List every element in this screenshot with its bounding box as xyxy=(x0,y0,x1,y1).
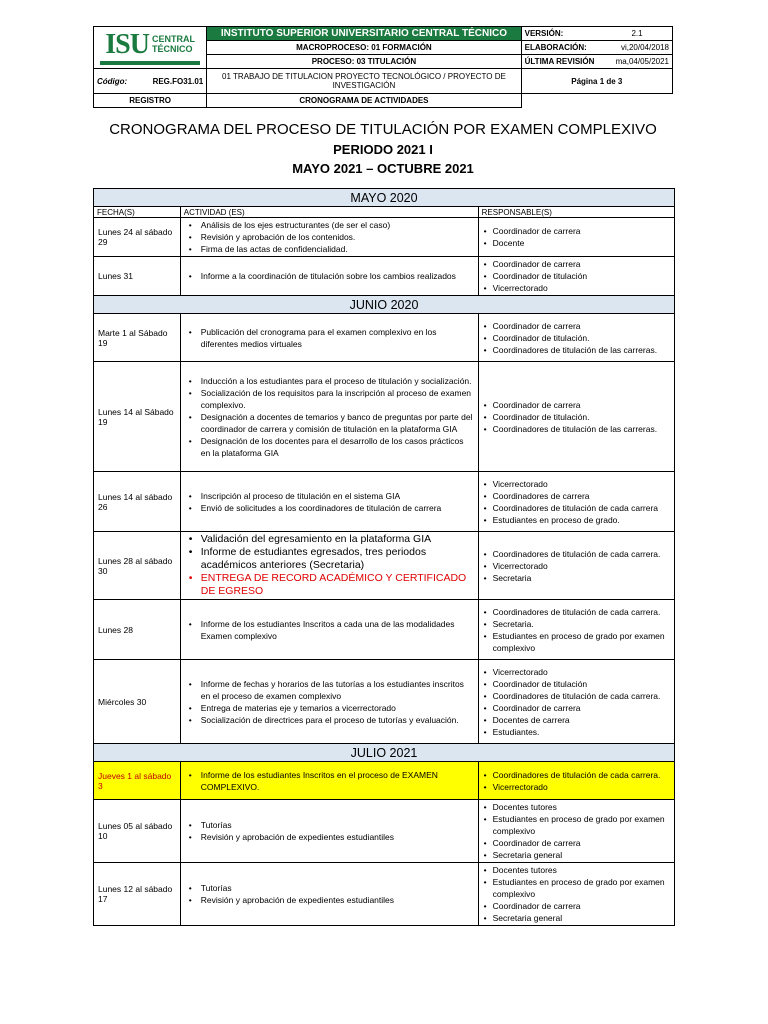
col-responsible: RESPONSABLE(S) xyxy=(478,207,674,218)
responsible-item: • Vicerrectorado xyxy=(493,478,670,490)
col-date: FECHA(S) xyxy=(94,207,181,218)
logo-cell xyxy=(94,27,207,69)
responsible-item: • Docentes tutores xyxy=(493,801,670,813)
responsible-item: • Estudiantes en proceso de grado por examen complexivo xyxy=(493,813,670,837)
range-title: MAYO 2021 – OCTUBRE 2021 xyxy=(292,161,474,176)
month-june: JUNIO 2020 xyxy=(94,296,675,314)
row-date: Miércoles 30 xyxy=(94,660,181,744)
row-date: Lunes 14 al Sábado 19 xyxy=(94,362,181,472)
table-row xyxy=(94,218,675,257)
activity-item: • Envió de solicitudes a los coordinadores de titulación de carrera xyxy=(201,502,474,514)
activity-item: • Tutorías xyxy=(201,819,474,831)
period-title: PERIODO 2021 I xyxy=(333,142,433,157)
activity-item: • Designación a docentes de temarios y banco de preguntas por parte del coordinador de carrera y comisión de titulación en la plataforma GIA xyxy=(201,411,474,435)
row-date: Lunes 12 al sábado 17 xyxy=(94,863,181,926)
institute-name: INSTITUTO SUPERIOR UNIVERSITARIO CENTRAL TÉCNICO xyxy=(207,27,521,41)
responsible-item: • Vicerrectorado xyxy=(493,560,670,572)
cronograma-label: CRONOGRAMA DE ACTIVIDADES xyxy=(207,94,521,108)
table-row xyxy=(94,314,675,362)
activity-item: • Validación del egresamiento en la plataforma GIA xyxy=(201,533,474,546)
responsible-item: • Coordinador de carrera xyxy=(493,900,670,912)
responsible-item: • Vicerrectorado xyxy=(493,282,670,294)
macroprocess: MACROPROCESO: 01 FORMACIÓN xyxy=(207,41,521,55)
column-header-row xyxy=(94,207,675,218)
activity-item: • Informe de estudiantes egresados, tres periodos académicos anteriores (Secretaria) xyxy=(201,546,474,572)
activity-item: • Designación de los docentes para el desarrollo de los casos prácticos en la plataforma GIA xyxy=(201,435,474,459)
responsible-item: • Coordinador de carrera xyxy=(493,225,670,237)
responsible-item: • Docentes tutores xyxy=(493,864,670,876)
month-row-june xyxy=(94,296,675,314)
responsible-item: • Secretaria general xyxy=(493,912,670,924)
responsible-item: • Docente xyxy=(493,237,670,249)
responsible-item: • Coordinadores de carrera xyxy=(493,490,670,502)
responsible-item: • Coordinador de carrera xyxy=(493,837,670,849)
responsible-item: • Estudiantes en proceso de grado. xyxy=(493,514,670,526)
code-value: REG.FO31.01 xyxy=(152,76,204,86)
responsible-item: • Coordinador de titulación xyxy=(493,678,670,690)
responsible-item: • Estudiantes en proceso de grado por examen complexivo xyxy=(493,876,670,900)
month-may: MAYO 2020 xyxy=(94,189,675,207)
activity-item: • Informe de los estudiantes Inscritos a cada una de las modalidades Examen complexivo xyxy=(201,618,474,642)
responsible-item: • Vicerrectorado xyxy=(493,781,670,793)
responsible-item: • Coordinadores de titulación de cada carrera xyxy=(493,502,670,514)
responsible-item: • Coordinadores de titulación de las carreras. xyxy=(493,423,670,435)
table-row xyxy=(94,362,675,472)
responsible-item: • Vicerrectorado xyxy=(493,666,670,678)
activity-item: • Firma de las actas de confidencialidad. xyxy=(201,243,474,255)
responsible-item: • Coordinadores de titulación de cada carrera. xyxy=(493,548,670,560)
responsible-item: • Estudiantes. xyxy=(493,726,670,738)
subprocess: 01 TRABAJO DE TITULACION PROYECTO TECNOLÓGICO / PROYECTO DE INVESTIGACIÓN xyxy=(207,69,521,94)
code-cell xyxy=(94,69,207,94)
activity-item: • Inscripción al proceso de titulación en el sistema GIA xyxy=(201,490,474,502)
table-row xyxy=(94,660,675,744)
logo-strip xyxy=(100,61,200,65)
activity-item: • Informe de fechas y horarios de las tutorías a los estudiantes inscritos en el proceso de examen complexivo xyxy=(201,678,474,702)
responsible-item: • Coordinador de carrera xyxy=(493,399,670,411)
row-date: Lunes 24 al sábado 29 xyxy=(94,218,181,257)
row-date: Lunes 28 xyxy=(94,600,181,660)
row-date: Lunes 14 al sábado 26 xyxy=(94,472,181,532)
logo-main: ISU xyxy=(105,28,149,60)
row-date: Lunes 28 al sábado 30 xyxy=(94,532,181,600)
isu-logo xyxy=(97,28,203,60)
responsible-item: • Estudiantes en proceso de grado por examen complexivo xyxy=(493,630,670,654)
responsible-item: • Secretaria xyxy=(493,572,670,584)
row-date: Lunes 05 al sábado 10 xyxy=(94,800,181,863)
responsible-item: • Docentes de carrera xyxy=(493,714,670,726)
month-row-july xyxy=(94,744,675,762)
activity-item: • Revisión y aprobación de expedientes estudiantiles xyxy=(201,894,474,906)
responsible-item: • Coordinador de carrera xyxy=(493,258,670,270)
activity-item: • Revisión y aprobación de expedientes estudiantiles xyxy=(201,831,474,843)
responsible-item: • Coordinador de carrera xyxy=(493,320,670,332)
row-date: Lunes 31 xyxy=(94,257,181,296)
activity-item: • Publicación del cronograma para el examen complexivo en los diferentes medios virtuales xyxy=(201,326,474,350)
document-header xyxy=(93,26,673,108)
activity-item: • Análisis de los ejes estructurantes (de ser el caso) xyxy=(201,219,474,231)
activity-item-highlight: • ENTREGA DE RECORD ACADÉMICO Y CERTIFICADO DE EGRESO xyxy=(201,572,474,598)
schedule-table xyxy=(93,188,675,926)
col-activity: ACTIVIDAD (ES) xyxy=(180,207,478,218)
table-row xyxy=(94,472,675,532)
responsible-item: • Coordinadores de titulación de cada carrera. xyxy=(493,769,670,781)
table-row xyxy=(94,257,675,296)
responsible-item: • Coordinadores de titulación de cada carrera. xyxy=(493,606,670,618)
responsible-item: • Coordinador de titulación. xyxy=(493,332,670,344)
registro-label: REGISTRO xyxy=(94,94,207,108)
responsible-item: • Secretaria general xyxy=(493,849,670,861)
responsible-item: • Coordinador de titulación. xyxy=(493,411,670,423)
activity-item: • Socialización de los requisitos para la inscripción al proceso de examen complexivo. xyxy=(201,387,474,411)
row-date: Jueves 1 al sábado 3 xyxy=(94,762,181,800)
activity-item: • Informe a la coordinación de titulación sobre los cambios realizados xyxy=(201,270,474,282)
activity-item: • Inducción a los estudiantes para el proceso de titulación y socialización. xyxy=(201,375,474,387)
elaboration-value: vi,20/04/2018 xyxy=(602,41,672,55)
activity-item: • Tutorías xyxy=(201,882,474,894)
table-row xyxy=(94,600,675,660)
month-row-may xyxy=(94,189,675,207)
responsible-item: • Secretaria. xyxy=(493,618,670,630)
version-value: 2.1 xyxy=(602,27,672,41)
table-row xyxy=(94,532,675,600)
elaboration-label: ELABORACIÓN: xyxy=(521,41,602,55)
version-label: VERSIÓN: xyxy=(521,27,602,41)
document-titles xyxy=(93,120,673,178)
month-july: JULIO 2021 xyxy=(94,744,675,762)
activity-item: • Socialización de directrices para el proceso de tutorías y evaluación. xyxy=(201,714,474,726)
main-title: CRONOGRAMA DEL PROCESO DE TITULACIÓN POR EXAMEN COMPLEXIVO xyxy=(109,121,657,138)
code-label: Código: xyxy=(97,76,128,86)
logo-line2: TÉCNICO xyxy=(151,43,193,54)
activity-item: • Entrega de materias eje y temarios a vicerrectorado xyxy=(201,702,474,714)
responsible-item: • Coordinadores de titulación de cada carrera. xyxy=(493,690,670,702)
table-row xyxy=(94,863,675,926)
activity-item: • Revisión y aprobación de los contenidos. xyxy=(201,231,474,243)
row-date: Marte 1 al Sábado 19 xyxy=(94,314,181,362)
responsible-item: • Coordinador de carrera xyxy=(493,702,670,714)
logo-line1: CENTRAL xyxy=(151,34,195,45)
table-row xyxy=(94,800,675,863)
responsible-item: • Coordinador de titulación xyxy=(493,270,670,282)
responsible-item: • Coordinadores de titulación de las carreras. xyxy=(493,344,670,356)
table-row-highlighted xyxy=(94,762,675,800)
revision-value: ma,04/05/2021 xyxy=(602,55,672,69)
process: PROCESO: 03 TITULACIÓN xyxy=(207,55,521,69)
activity-item: • Informe de los estudiantes Inscritos en el proceso de EXAMEN COMPLEXIVO. xyxy=(201,769,474,793)
revision-label: ÚLTIMA REVISIÓN xyxy=(521,55,602,69)
page-number: Página 1 de 3 xyxy=(521,69,672,94)
